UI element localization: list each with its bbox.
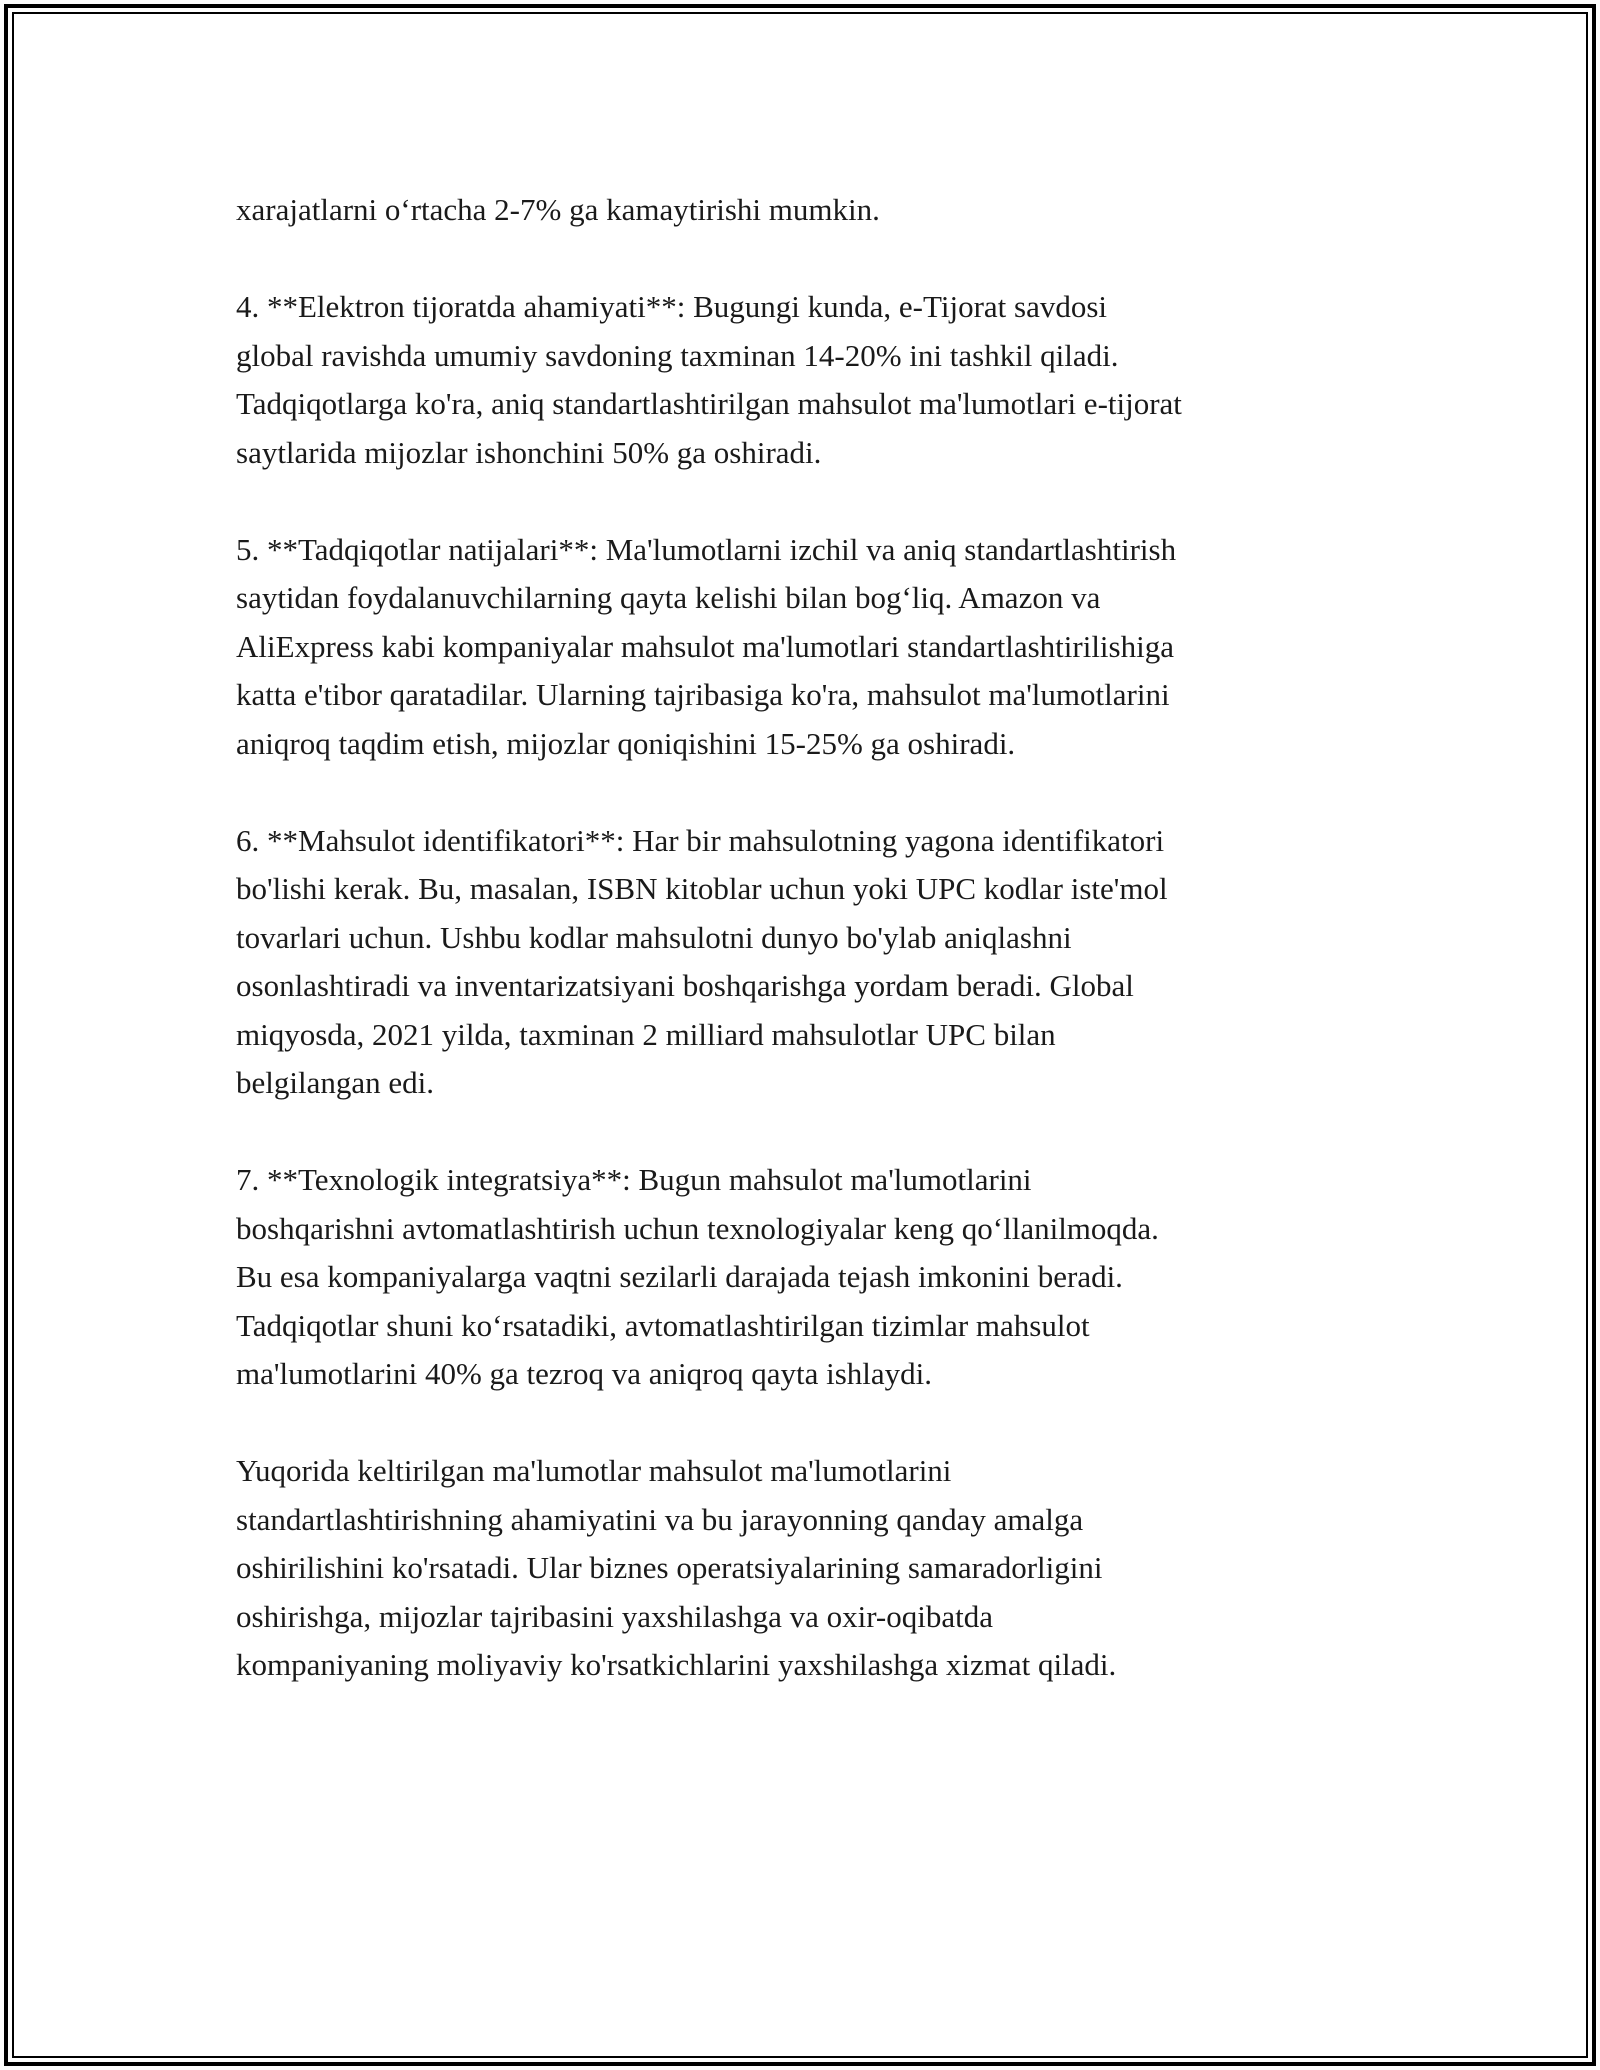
paragraph-research-results: 5. **Tadqiqotlar natijalari**: Ma'lumotlarni izchil va aniq standartlashtirish saytidan foydalanuvchilarning qayta kelishi bilan bog‘liq. Amazon va AliExpress kabi kompaniyalar mahsulot ma'lumotlari standartlashtirilishiga katta e'tibor qaratadilar. Ularning tajribasiga ko'ra, mahsulot ma'lumotlarini aniqroq taqdim etish, mijozlar qoniqishini 15-25% ga oshiradi. [236,531,1177,761]
paragraph-product-identifier: 6. **Mahsulot identifikatori**: Har bir mahsulotning yagona identifikatori bo'lishi kerak. Bu, masalan, ISBN kitoblar uchun yoki UPC kodlar iste'mol tovarlari uchun. Ushbu kodlar mahsulotni dunyo bo'ylab aniqlashni osonlashtiradi va inventarizatsiyani boshqarishga yordam beradi. Global miqyosda, 2021 yilda, taxminan 2 milliard mahsulotlar UPC bilan belgilangan edi. [236,822,1168,1100]
paragraph-continuation: xarajatlarni o‘rtacha 2-7% ga kamaytirishi mumkin. [236,192,880,227]
paragraph-conclusion: Yuqorida keltirilgan ma'lumotlar mahsulot ma'lumotlarini standartlashtirishning ahamiyatini va bu jarayonning qanday amalga oshirilishini ko'rsatadi. Ular biznes operatsiyalarining samaradorligini oshirishga, mijozlar tajribasini yaxshilashga va oxir-oqibatda kompaniyaning moliyaviy ko'rsatkichlarini yaxshilashga xizmat qiladi. [236,1453,1117,1682]
paragraph-tech-integration: 7. **Texnologik integratsiya**: Bugun mahsulot ma'lumotlarini boshqarishni avtomatlashtirish uchun texnologiyalar keng qo‘llanilmoqda. Bu esa kompaniyalarga vaqtni sezilarli darajada tejash imkonini beradi. Tadqiqotlar shuni ko‘rsatadiki, avtomatlashtirilgan tizimlar mahsulot ma'lumotlarini 40% ga tezroq va aniqroq qayta ishlaydi. [236,1162,1159,1391]
paragraph-ecommerce-importance: 4. **Elektron tijoratda ahamiyati**: Bugungi kunda, e-Tijorat savdosi global ravishda umumiy savdoning taxminan 14-20% ini tashkil qiladi. Tadqiqotlarga ko'ra, aniq standartlashtirilgan mahsulot ma'lumotlari e-tijorat saytlarida mijozlar ishonchini 50% ga oshiradi. [236,289,1182,470]
document-body [236,186,1376,1738]
